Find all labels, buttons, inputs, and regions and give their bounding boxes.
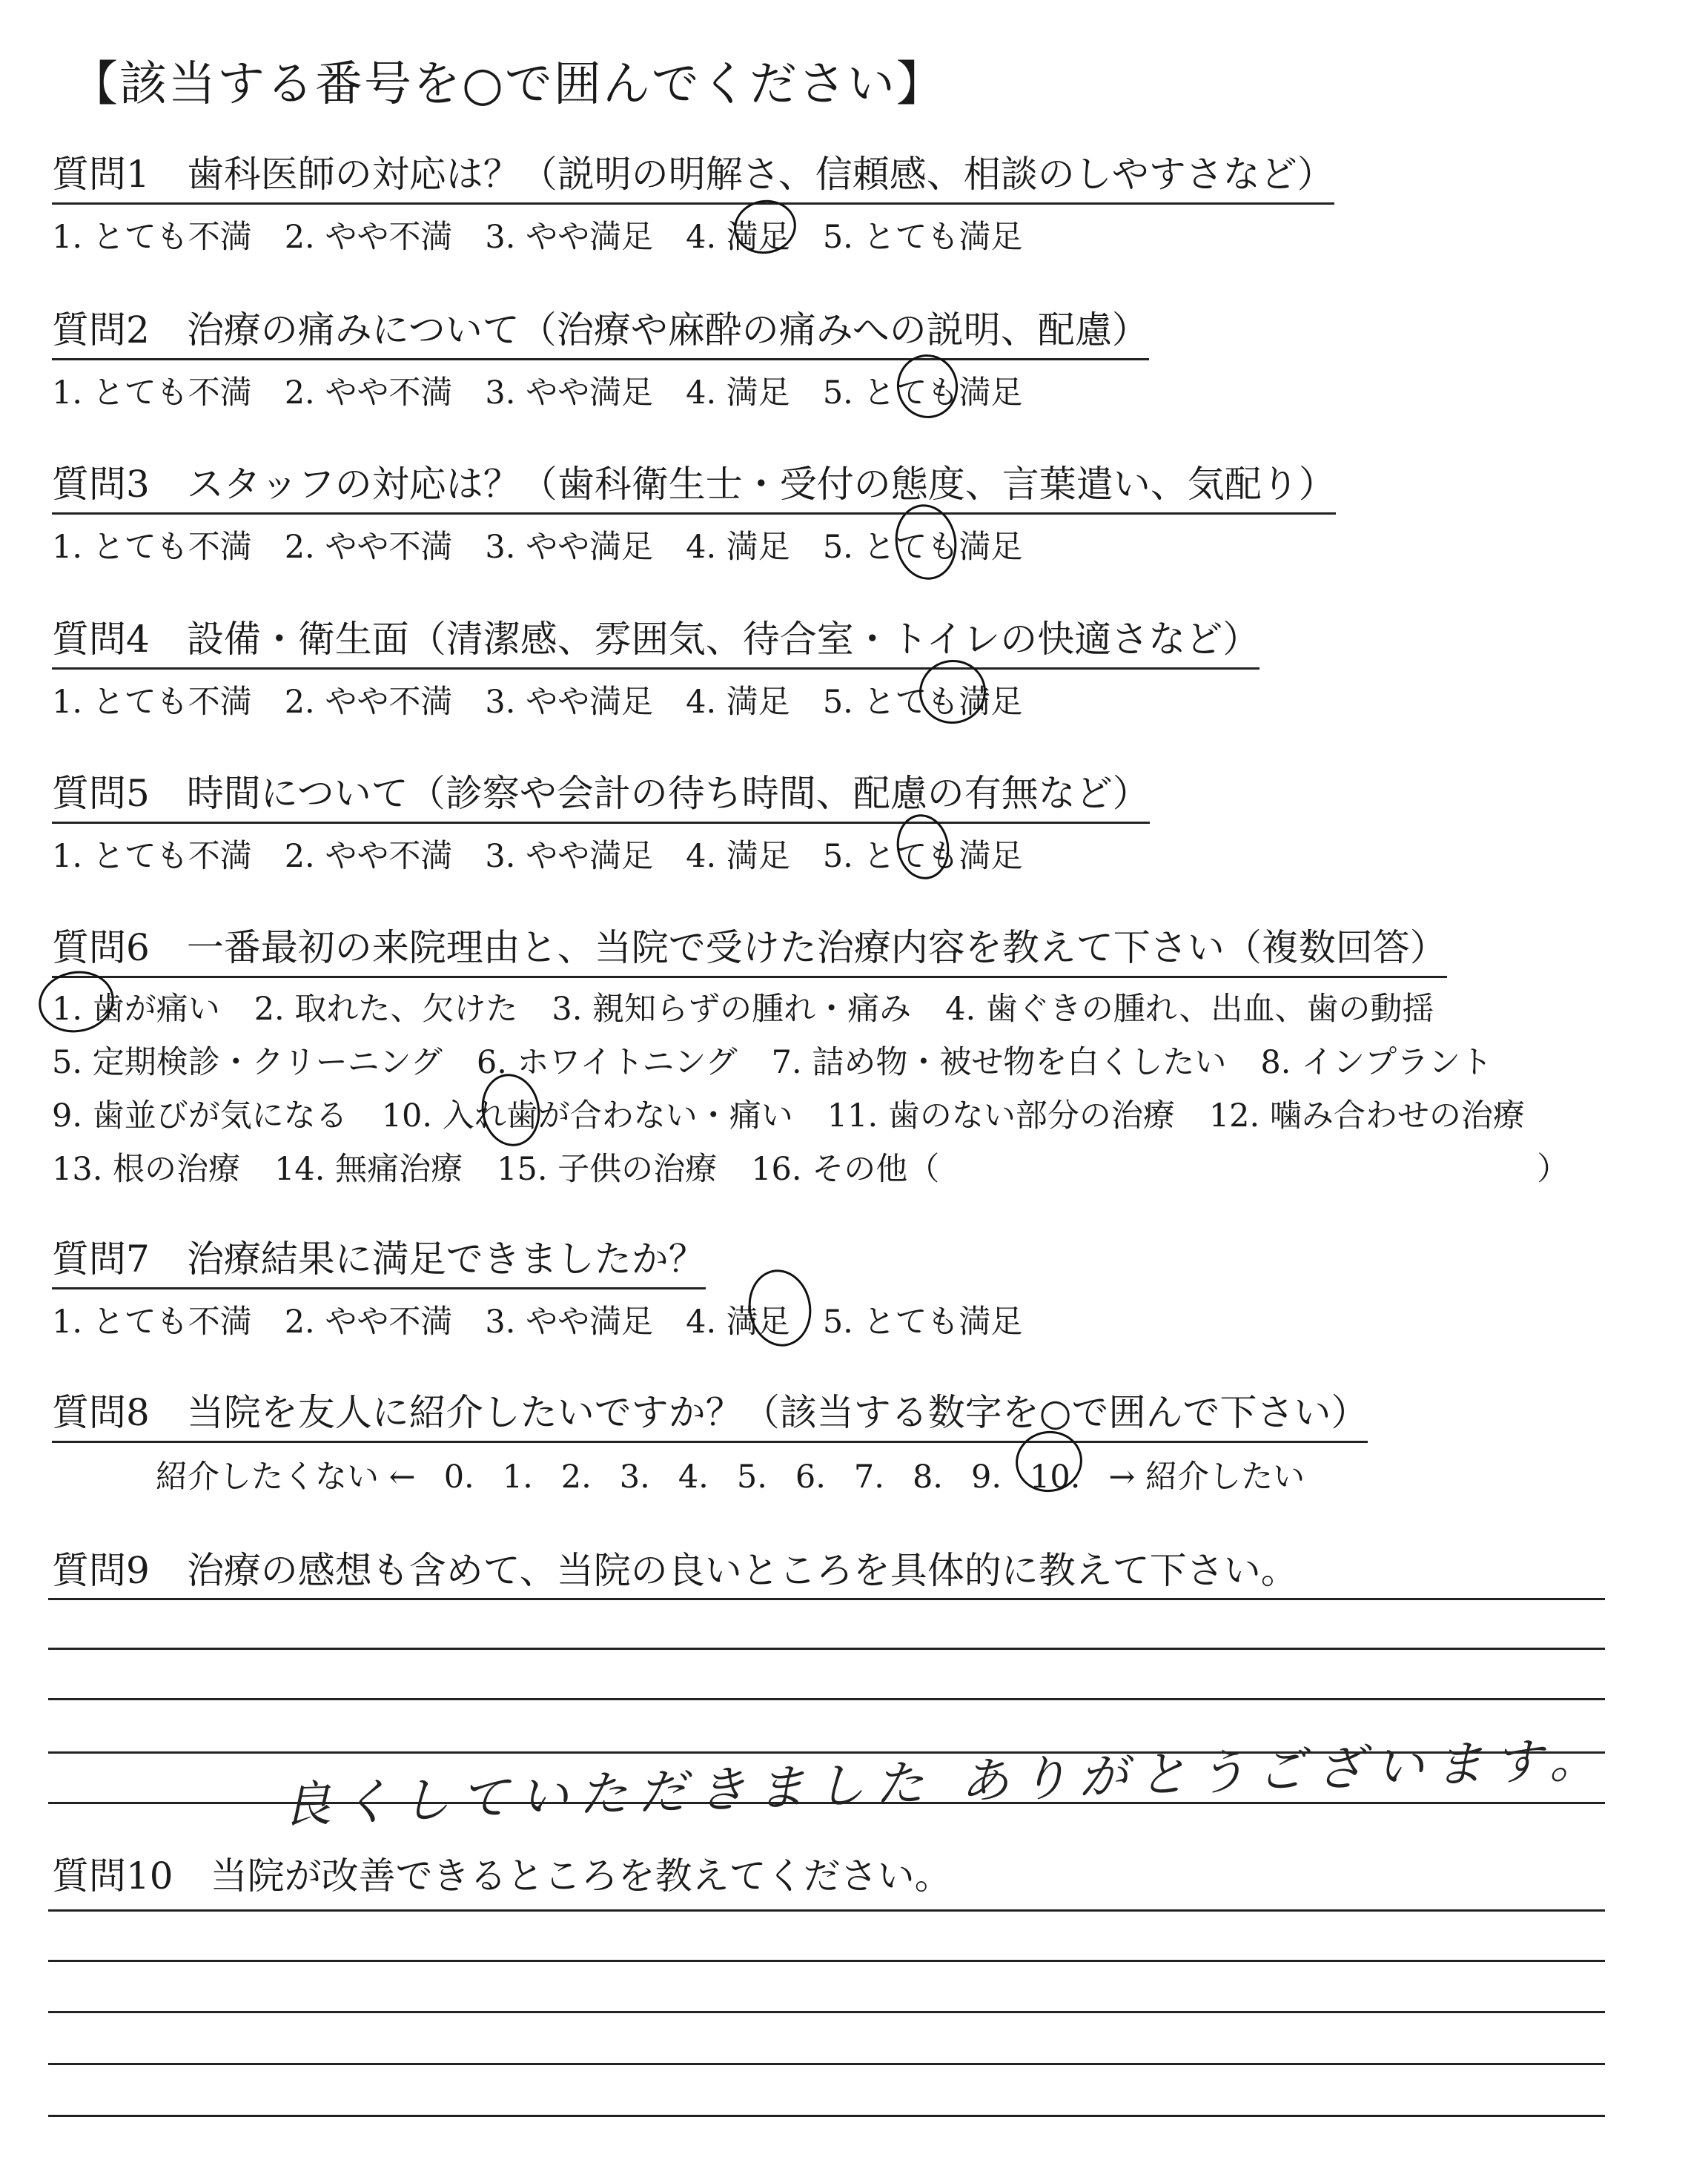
option-4[interactable]: 4. 満足 (686, 529, 790, 566)
option-3[interactable]: 3. 親知らずの腫れ・痛み (552, 991, 912, 1028)
options-row-4 (52, 1143, 1668, 1196)
answer-line (48, 1698, 1605, 1700)
scale-1[interactable]: 1. (502, 1459, 533, 1496)
option-4[interactable]: 4. 歯ぐきの腫れ、出血、歯の動揺 (945, 991, 1434, 1028)
question-text: 歯科医師の対応は？（説明の明解さ、信頼感、相談のしやすさなど） (186, 153, 1334, 196)
other-close-paren: ） (1537, 1151, 1569, 1188)
option-1[interactable]: 1. とても不満 (52, 374, 252, 412)
question-9 (52, 1541, 1668, 1594)
question-10 (52, 1846, 1668, 1900)
question-label: 質問9 (52, 1549, 150, 1592)
option-2[interactable]: 2. やや不満 (284, 219, 453, 256)
option-2[interactable]: 2. やや不満 (284, 684, 453, 721)
question-label: 質問4 (52, 618, 150, 661)
question-8 (52, 1383, 1668, 1497)
question-label: 質問7 (52, 1238, 150, 1281)
option-12[interactable]: 12. 噛み合わせの治療 (1208, 1097, 1525, 1135)
answer-options (52, 982, 1668, 1196)
option-7[interactable]: 7. 詰め物・被せ物を白くしたい (771, 1044, 1227, 1081)
option-4[interactable]: 4. 満足 (686, 838, 790, 875)
scale-8[interactable]: 8. (912, 1459, 943, 1496)
option-2[interactable]: 2. やや不満 (284, 529, 453, 566)
answer-line (48, 1909, 1605, 1912)
option-3[interactable]: 3. やや満足 (485, 374, 654, 412)
question-4 (52, 610, 1668, 722)
question-label: 質問8 (52, 1391, 150, 1434)
options-row-3 (52, 1089, 1668, 1143)
option-3[interactable]: 3. やや満足 (485, 838, 654, 875)
option-1[interactable]: 1. 歯が痛い (52, 991, 220, 1028)
page-title: 【該当する番号を○で囲んでください】 (70, 57, 945, 112)
option-3[interactable]: 3. やや満足 (485, 529, 654, 566)
question-text: 当院を友人に紹介したいですか？（該当する数字を○で囲んで下さい） (186, 1391, 1368, 1434)
option-5[interactable]: 5. とても満足 (822, 219, 1023, 256)
option-5[interactable]: 5. とても満足 (822, 684, 1023, 721)
option-6[interactable]: 6. ホワイトニング (476, 1044, 738, 1081)
option-1[interactable]: 1. とても不満 (52, 219, 252, 256)
scale-5[interactable]: 5. (736, 1459, 767, 1496)
question-text: 時間について（診察や会計の待ち時間、配慮の有無など） (186, 772, 1150, 815)
question-6 (52, 918, 1668, 1196)
answer-line (48, 2063, 1605, 2065)
option-1[interactable]: 1. とても不満 (52, 684, 252, 721)
option-1[interactable]: 1. とても不満 (52, 529, 252, 566)
scale-left-label: 紹介したくない ← (156, 1459, 416, 1496)
option-8[interactable]: 8. インプラント (1260, 1044, 1493, 1081)
option-5[interactable]: 5. とても満足 (822, 1304, 1023, 1341)
option-5[interactable]: 5. とても満足 (822, 838, 1023, 875)
question-text: スタッフの対応は？（歯科衛生士・受付の態度、言葉遣い、気配り） (186, 463, 1336, 506)
question-text: 設備・衛生面（清潔感、雰囲気、待合室・トイレの快適さなど） (186, 618, 1260, 661)
question-text: 治療結果に満足できましたか？ (186, 1238, 706, 1281)
options-row-1 (52, 982, 1668, 1036)
question-text: 一番最初の来院理由と、当院で受けた治療内容を教えて下さい（複数回答） (186, 926, 1447, 969)
option-5[interactable]: 5. とても満足 (822, 374, 1023, 412)
answer-options (52, 1297, 1668, 1342)
recommend-scale (52, 1452, 1668, 1497)
option-2[interactable]: 2. やや不満 (284, 838, 453, 875)
question-1-heading (52, 145, 1334, 205)
question-label: 質問5 (52, 772, 150, 815)
question-text: 治療の感想も含めて、当院の良いところを具体的に教えて下さい。 (186, 1549, 1298, 1592)
question-10-heading (52, 1846, 1668, 1900)
question-6-heading (52, 918, 1447, 978)
answer-line (48, 1598, 1605, 1600)
option-3[interactable]: 3. やや満足 (485, 684, 654, 721)
question-8-heading (52, 1383, 1368, 1443)
options-row-2 (52, 1036, 1668, 1089)
option-4[interactable]: 4. 満足 (686, 1304, 790, 1341)
handwritten-answer: 良くしていただきました ありがとうございます。 (281, 1730, 1609, 1834)
question-label: 質問3 (52, 463, 150, 506)
question-label: 質問1 (52, 153, 150, 196)
answer-options (52, 522, 1668, 567)
option-2[interactable]: 2. 取れた、欠けた (254, 991, 518, 1028)
answer-line (48, 1648, 1605, 1650)
question-2-heading (52, 300, 1149, 360)
scale-9[interactable]: 9. (970, 1459, 1002, 1496)
option-16[interactable]: 16. その他（ (751, 1151, 940, 1188)
option-15[interactable]: 15. 子供の治療 (497, 1151, 718, 1188)
option-1[interactable]: 1. とても不満 (52, 838, 252, 875)
question-7 (52, 1229, 1668, 1342)
answer-options (52, 677, 1668, 722)
option-4[interactable]: 4. 満足 (686, 219, 790, 256)
question-label: 質問2 (52, 308, 150, 351)
option-3[interactable]: 3. やや満足 (485, 219, 654, 256)
option-5[interactable]: 5. 定期検診・クリーニング (52, 1044, 443, 1081)
option-9[interactable]: 9. 歯並びが気になる (52, 1097, 348, 1135)
answer-line (48, 2115, 1605, 2117)
option-1[interactable]: 1. とても不満 (52, 1304, 252, 1341)
question-5-heading (52, 764, 1150, 824)
answer-line (48, 2011, 1605, 2013)
scale-10[interactable]: 10. (1030, 1459, 1081, 1496)
option-5[interactable]: 5. とても満足 (822, 529, 1023, 566)
question-text: 当院が改善できるところを教えてください。 (210, 1855, 952, 1898)
question-label: 質問10 (52, 1855, 173, 1898)
answer-options (52, 212, 1668, 257)
option-2[interactable]: 2. やや不満 (284, 1304, 453, 1341)
scale-2[interactable]: 2. (560, 1459, 592, 1496)
scale-6[interactable]: 6. (795, 1459, 826, 1496)
answer-options (52, 368, 1668, 413)
question-7-heading (52, 1229, 706, 1289)
scale-7[interactable]: 7. (853, 1459, 884, 1496)
question-3-heading (52, 455, 1336, 515)
question-text: 治療の痛みについて（治療や麻酔の痛みへの説明、配慮） (186, 308, 1149, 351)
question-label: 質問6 (52, 926, 150, 969)
option-11[interactable]: 11. 歯のない部分の治療 (827, 1097, 1175, 1135)
option-14[interactable]: 14. 無痛治療 (274, 1151, 463, 1188)
option-2[interactable]: 2. やや不満 (284, 374, 453, 412)
question-4-heading (52, 610, 1260, 670)
question-9-heading (52, 1541, 1668, 1594)
option-10[interactable]: 10. 入れ歯が合わない・痛い (381, 1097, 793, 1135)
answer-line (48, 1960, 1605, 1962)
scale-0[interactable]: 0. (443, 1459, 474, 1496)
option-4[interactable]: 4. 満足 (686, 374, 790, 412)
scale-3[interactable]: 3. (619, 1459, 650, 1496)
scale-4[interactable]: 4. (678, 1459, 709, 1496)
question-2 (52, 300, 1668, 413)
answer-options (52, 831, 1668, 876)
question-5 (52, 764, 1668, 876)
option-13[interactable]: 13. 根の治療 (52, 1151, 241, 1188)
scale-right-label: → 紹介したい (1108, 1459, 1305, 1496)
option-4[interactable]: 4. 満足 (686, 684, 790, 721)
question-3 (52, 455, 1668, 567)
option-3[interactable]: 3. やや満足 (485, 1304, 654, 1341)
question-1 (52, 145, 1668, 257)
